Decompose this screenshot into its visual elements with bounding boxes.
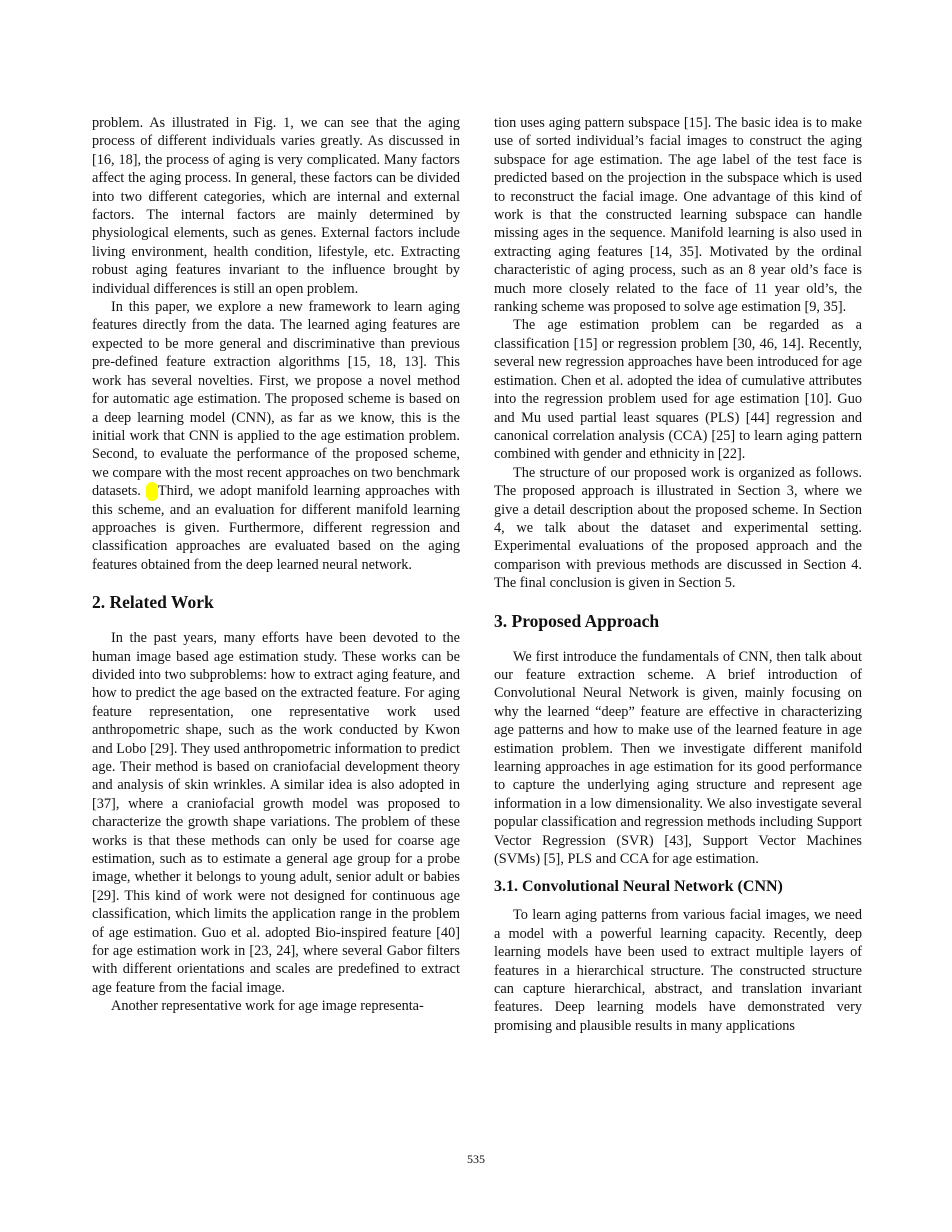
subsection-heading: 3.1. Convolutional Neural Network (CNN) bbox=[494, 878, 783, 896]
left-column bbox=[92, 114, 460, 1016]
body-paragraph: Another representative work for age image representa- bbox=[111, 998, 424, 1015]
page-number: 535 bbox=[467, 1152, 485, 1166]
body-paragraph: problem. As illustrated in Fig. 1, we can see that the aging process of different individuals varies greatly. As discussed in [16, 18], the process of aging is very complicated. Many factors affect the aging process. In general, these factors can be divided into two different categories, which are internal and external factors. The internal factors are mainly determined by physiological elements, such as genes. External factors include living environment, health condition, lifestyle, etc. Extracting robust aging features invariant to the influence brought by individual differences is still an open problem. bbox=[92, 115, 460, 297]
section-heading: 2. Related Work bbox=[92, 592, 214, 613]
paragraph-text: Third, we adopt manifold learning approaches with this scheme, and an evaluation for different manifold learning approaches is given. Furthermore, different regression and classification approaches are evaluated based on the aging features obtained from the deep learned neural network. bbox=[92, 483, 460, 573]
body-paragraph bbox=[92, 298, 460, 574]
body-paragraph: The age estimation problem can be regarded as a classification [15] or regression problem [30, 46, 14]. Recently, several new regression approaches have been introduced for age estimation. Chen et al. adopted the idea of cumulative attributes into the regression problem used for age estimation [10]. Guo and Mu used partial least squares (PLS) [44] regression and canonical correlation analysis (CCA) [25] to learn aging pattern combined with gender and ethnicity in [22]. bbox=[494, 317, 862, 463]
section-heading: 3. Proposed Approach bbox=[494, 610, 660, 631]
highlight-redaction bbox=[146, 482, 158, 501]
body-paragraph: In the past years, many efforts have been devoted to the human image based age estimation study. These works can be divided into two subproblems: how to extract aging feature, and how to predict the age based on the extracted feature. For aging feature representation, one representative work used anthropometric shape, such as the work conducted by Kwon and Lobo [29]. They used anthropometric information to predict age. Their method is based on craniofacial development theory and analysis of skin wrinkles. A similar idea is also adopted in [37], where a craniofacial growth model was proposed to characterize the growth shape variations. The problem of these works is that these methods can only be used for coarse age estimation, such as to estimate a general age group for a probe image, whether it belongs to young adult, senior adult or babies [29]. This kind of work were not designed for continuous age classification, which limits the application range in the problem of age estimation. Guo et al. adopted Bio-inspired feature [40] for age estimation work in [23, 24], where several Gabor filters with different orientations and scales are predefined to extract age feature from the facial image. bbox=[92, 630, 460, 996]
body-paragraph: tion uses aging pattern subspace [15]. The basic idea is to make use of sorted individual’s facial images to construct the aging subspace for age estimation. The age label of the test face is predicted based on the projection in the subspace which is used to reconstruct the facial image. One advantage of this kind of work is that the constructed learning subspace can handle missing ages in the sequence. Manifold learning is also used in extracting aging features [14, 35]. Motivated by the ordinal characteristic of aging process, such as an 8 year old’s face is much more closely related to the face of 11 year old’s, the ranking scheme was proposed to solve age estimation [9, 35]. bbox=[494, 115, 862, 316]
body-paragraph: We first introduce the fundamentals of CNN, then talk about our feature extraction scheme. A brief introduction of Convolutional Neural Network is given, mainly focusing on why the learned “deep” feature are effective in characterizing age patterns and how to make use of the learned feature in age estimation problem. Then we investigate different manifold learning approaches in age estimation for its good performance to capture the underlying aging structure and represent age information in a low dimensionality. We also investigate several popular classification and regression methods including Support Vector Regression (SVR) [43], Support Vector Machines (SVMs) [5], PLS and CCA for age estimation. bbox=[494, 648, 862, 868]
body-paragraph: To learn aging patterns from various facial images, we need a model with a powerful learning capacity. Recently, deep learning models have been used to extract multiple layers of features in a hierarchical structure. The constructed structure can capture hierarchical, abstract, and translation invariant features. Deep learning models have demonstrated very promising and plausible results in many applications bbox=[494, 907, 862, 1034]
body-paragraph: The structure of our proposed work is organized as follows. The proposed approach is illustrated in Section 3, where we give a detail description about the proposed scheme. In Section 4, we talk about the dataset and experimental setting. Experimental evaluations of the proposed approach and the comparison with previous methods are discussed in Section 4. The final conclusion is given in Section 5. bbox=[494, 464, 862, 592]
right-column bbox=[494, 114, 862, 1035]
paragraph-text: In this paper, we explore a new framework to learn aging features directly from the data. The learned aging features are expected to be more general and discriminative than previous pre-defined feature extraction algorithms [15, 18, 13]. This work has several novelties. First, we propose a novel method for automatic age estimation. The proposed scheme is based on a deep learning model (CNN), as far as we know, this is the initial work that CNN is applied to the age estimation problem. Second, to evaluate the performance of the proposed scheme, we compare with the most recent approaches on two benchmark datasets. bbox=[92, 299, 460, 500]
